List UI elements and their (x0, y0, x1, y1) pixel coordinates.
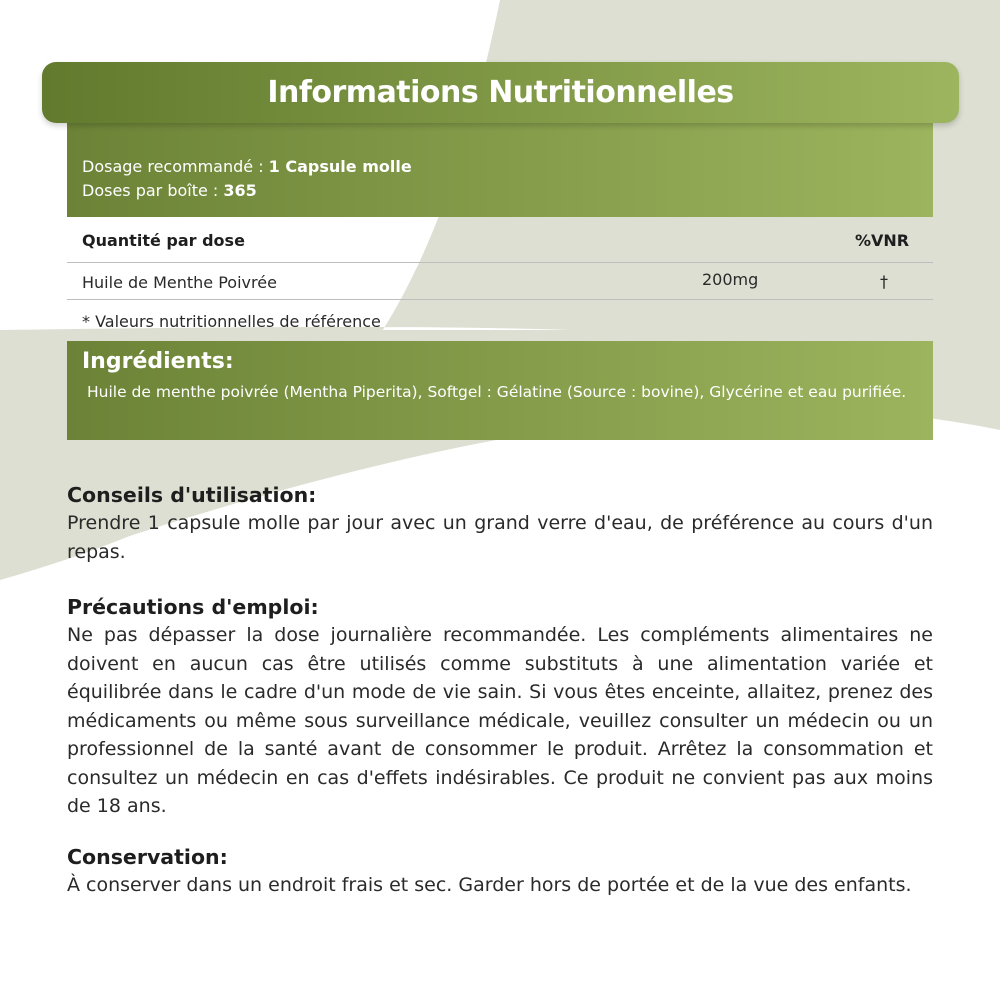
recommended-dosage (82, 157, 412, 176)
precautions-text: Ne pas dépasser la dose journalière recommandée. Les compléments alimentaires ne doivent en aucun cas être utilisés comme substituts à une alimentation variée et équilibrée dans le cadre d'un mode de vie sain. Si vous êtes enceinte, allaitez, prenez des médicaments ou même sous surveillance médicale, veuillez consulter un médecin ou un professionnel de la santé avant de consommer le produit. Arrêtez la consommation et consultez un médecin en cas d'effets indésirables. Ce produit ne convient pas aux moins de 18 ans. (67, 624, 933, 817)
table-footnote: * Valeurs nutritionnelles de référence (82, 312, 381, 331)
precautions-title: Précautions d'emploi: (67, 595, 319, 619)
table-divider (67, 299, 933, 300)
precautions-section (67, 593, 933, 821)
doses-per-box-label: Doses par boîte : (82, 181, 224, 200)
conservation-section (67, 843, 933, 900)
conservation-text: À conserver dans un endroit frais et sec. Garder hors de portée et de la vue des enfants. (67, 874, 912, 896)
nutrition-header (42, 62, 959, 123)
row-name: Huile de Menthe Poivrée (82, 273, 277, 292)
usage-text: Prendre 1 capsule molle par jour avec un grand verre d'eau, de préférence au cours d'un repas. (67, 512, 933, 563)
usage-section (67, 481, 933, 566)
row-vnr: † (880, 272, 888, 291)
ingredients-text: Huile de menthe poivrée (Mentha Piperita), Softgel : Gélatine (Source : bovine), Glycérine et eau purifiée. (87, 383, 907, 401)
conservation-title: Conservation: (67, 845, 228, 869)
usage-title: Conseils d'utilisation: (67, 483, 317, 507)
doses-per-box-value: 365 (223, 181, 257, 200)
column-header-vnr: %VNR (855, 231, 910, 250)
doses-per-box (82, 181, 257, 200)
table-row (67, 263, 933, 299)
ingredients-title: Ingrédients: (82, 349, 234, 374)
column-header-quantity: Quantité par dose (82, 231, 245, 250)
row-amount: 200mg (702, 270, 759, 289)
recommended-dosage-label: Dosage recommandé : (82, 157, 269, 176)
ingredients-box (67, 341, 933, 440)
recommended-dosage-value: 1 Capsule molle (268, 157, 412, 176)
dosage-box (67, 122, 933, 217)
page-title: Informations Nutritionnelles (267, 75, 734, 110)
